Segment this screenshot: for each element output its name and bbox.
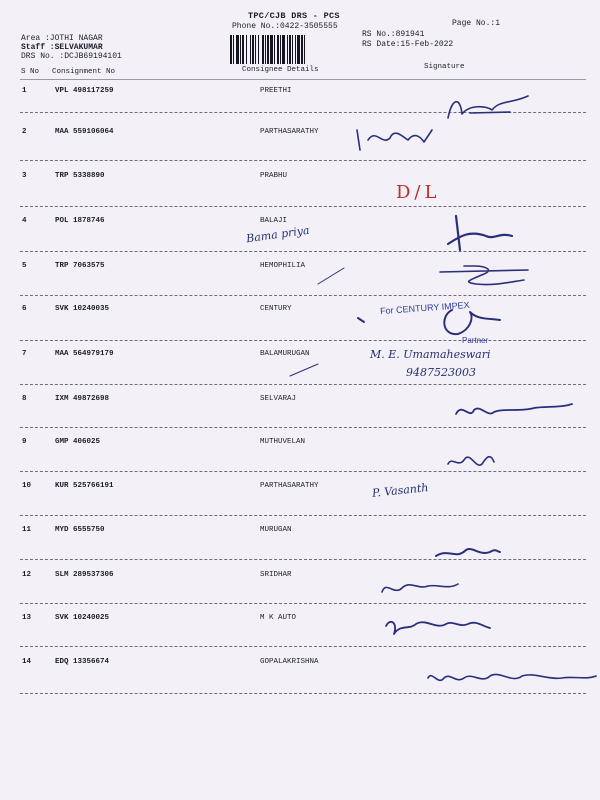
consignment-number: TRP 5338890 — [55, 172, 105, 180]
row-number: 2 — [22, 128, 27, 136]
signature-row13 — [386, 622, 490, 634]
row-number: 5 — [22, 262, 27, 270]
row-number: 6 — [22, 305, 27, 313]
consignment-number: GMP 406025 — [55, 438, 101, 446]
col-signature: Signature — [424, 63, 465, 71]
consignee-name: MUTHUVELAN — [260, 438, 306, 446]
consignee-name: PREETHI — [260, 87, 292, 95]
consignment-number: EDQ 13356674 — [55, 658, 110, 666]
consignment-number: VPL 498117259 — [55, 87, 114, 95]
consignee-name: PARTHASARATHY — [260, 482, 319, 490]
col-consignment: Consignment No — [52, 68, 116, 76]
signature-row5-mark — [318, 268, 344, 284]
consignment-number: POL 1878746 — [55, 217, 105, 225]
row-number: 9 — [22, 438, 27, 446]
row7-handwritten-phone: 9487523003 — [406, 366, 476, 379]
consignee-name: HEMOPHILIA — [260, 262, 306, 270]
consignee-name: PARTHASARATHY — [260, 128, 319, 136]
consignment-number: MYD 6555750 — [55, 526, 105, 534]
staff-label: Staff :SELVAKUMAR — [21, 43, 103, 52]
consignment-number: SVK 10240025 — [55, 614, 110, 622]
consignee-name: SRIDHAR — [260, 571, 292, 579]
row4-handwritten-note: Bama priya — [245, 223, 311, 246]
row6-company-stamp: For CENTURY IMPEX — [379, 299, 470, 317]
consignee-name: SELVARAJ — [260, 395, 297, 403]
row-number: 8 — [22, 395, 27, 403]
consignment-number: KUR 525766191 — [55, 482, 114, 490]
col-sno: S No — [21, 68, 40, 76]
area-label: Area :JOTHI NAGAR — [21, 34, 103, 43]
signature-row8 — [456, 404, 572, 414]
signature-row14 — [428, 674, 596, 680]
signature-row9 — [448, 457, 494, 465]
consignment-number: SLM 289537306 — [55, 571, 114, 579]
signature-row6 — [358, 310, 500, 334]
row-number: 10 — [22, 482, 32, 490]
row10-handwritten-name: P. Vasanth — [371, 481, 429, 500]
row-number: 1 — [22, 87, 27, 95]
row-number: 4 — [22, 217, 27, 225]
signature-row7-mark — [290, 364, 318, 376]
consignment-number: SVK 10240035 — [55, 305, 110, 313]
row-number: 7 — [22, 350, 27, 358]
row6-partner-stamp: Partner — [462, 336, 489, 345]
consignee-name: M K AUTO — [260, 614, 297, 622]
phone-number: Phone No.:0422-3505555 — [232, 22, 338, 31]
consignee-name: BALAMURUGAN — [260, 350, 310, 358]
row-number: 12 — [22, 571, 32, 579]
row-number: 14 — [22, 658, 32, 666]
rs-number: RS No.:891941 — [362, 30, 425, 39]
row7-handwritten-name: M. E. Umamaheswari — [370, 348, 491, 361]
col-consignee: Consignee Details — [242, 66, 319, 74]
consignee-name: MURUGAN — [260, 526, 292, 534]
signature-row1 — [448, 96, 528, 118]
signature-row5 — [440, 266, 528, 285]
dl-mark: D/L — [396, 182, 441, 203]
rs-date: RS Date:15-Feb-2022 — [362, 40, 454, 49]
row-number: 13 — [22, 614, 32, 622]
signature-row2 — [357, 130, 432, 150]
sheet-title: TPC/CJB DRS - PCS — [248, 11, 340, 21]
row-number: 3 — [22, 172, 27, 180]
consignment-number: TRP 7063575 — [55, 262, 105, 270]
consignee-name: PRABHU — [260, 172, 288, 180]
consignee-name: BALAJI — [260, 217, 288, 225]
signature-row4 — [448, 216, 512, 250]
drs-number: DRS No. :DCJB69194101 — [21, 52, 122, 61]
signature-row11 — [436, 549, 500, 556]
consignment-number: MAA 559106064 — [55, 128, 114, 136]
row-number: 11 — [22, 526, 32, 534]
consignee-name: GOPALAKRISHNA — [260, 658, 319, 666]
signature-row12 — [382, 584, 458, 592]
consignee-name: CENTURY — [260, 305, 292, 313]
consignment-number: IXM 49872698 — [55, 395, 110, 403]
page-number: Page No.:1 — [452, 19, 501, 28]
consignment-number: MAA 564979179 — [55, 350, 114, 358]
